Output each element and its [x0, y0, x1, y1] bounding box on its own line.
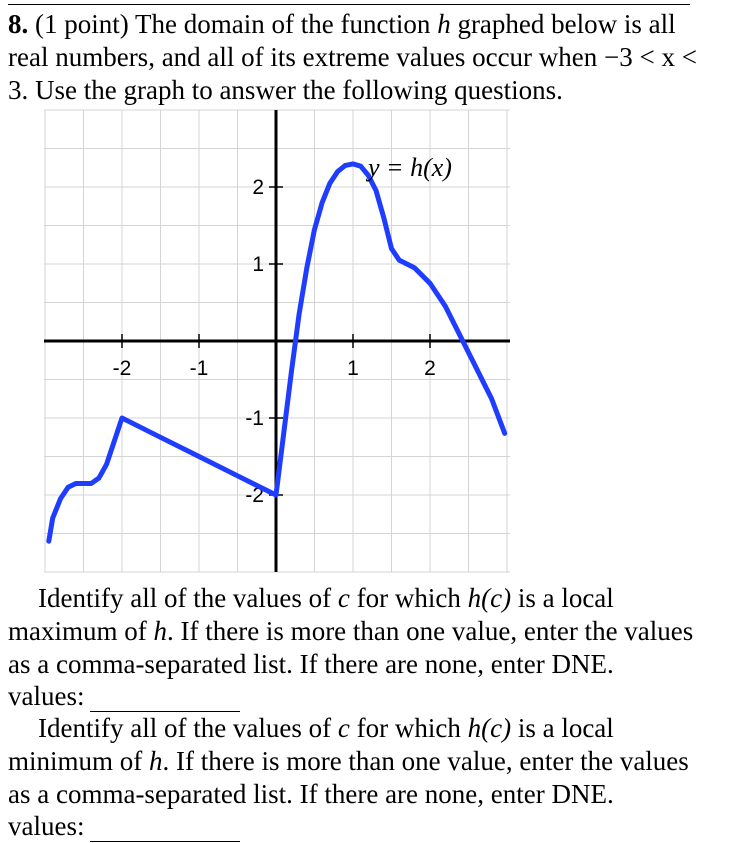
q1-text-c: is a local maximum of: [8, 583, 614, 646]
x-tick-label: -2: [112, 357, 132, 380]
x-tick-label: 1: [347, 357, 359, 380]
q1-var-h: h: [153, 616, 167, 646]
y-tick-label: -2: [245, 484, 264, 507]
q2-text-b: for which: [349, 713, 468, 743]
question-local-min: [8, 712, 698, 811]
x-tick-label: -1: [189, 357, 209, 380]
problem-number: 8.: [8, 9, 29, 39]
intro-function-name: h: [437, 9, 451, 39]
x-tick-label: 2: [424, 357, 436, 380]
q1-text-a: Identify all of the values of: [38, 583, 338, 613]
q2-text-c: is a local minimum of: [8, 713, 614, 776]
answer-row-min: [8, 810, 240, 843]
q2-var-h: h: [149, 746, 163, 776]
q2-text-d: . If there is more than one value, enter the values as a comma-separated list. If there are none, enter DNE.: [8, 746, 689, 809]
q1-var-c: c: [337, 583, 350, 613]
q2-var-c: c: [337, 713, 350, 743]
y-tick-label: 2: [252, 176, 264, 199]
q1-text-d: . If there is more than one value, enter the values as a comma-separated list. If there are none, enter DNE.: [8, 616, 694, 679]
intro-domain-inequality: −3 < x < 3.: [8, 42, 697, 105]
answer-label-min: values:: [8, 811, 85, 841]
answer-row-max: [8, 680, 240, 713]
intro-text-b: graphed below is all real numbers, and all of its extreme values occur when: [8, 9, 676, 72]
q1-text-b: for which: [349, 583, 468, 613]
q2-expr: h(c): [467, 713, 512, 743]
intro-text-a: The domain of the function: [135, 9, 438, 39]
q1-expr: h(c): [467, 583, 512, 613]
y-tick-label: 1: [252, 253, 264, 276]
local-max-input[interactable]: [90, 689, 240, 712]
answer-label-max: values:: [8, 681, 85, 711]
question-local-max: [8, 582, 698, 681]
intro-text-c: Use the graph to answer the following questions.: [28, 75, 563, 105]
local-min-input[interactable]: [90, 819, 240, 842]
problem-points: (1 point): [35, 9, 129, 39]
curve-label: y = h(x): [368, 153, 452, 182]
q2-text-a: Identify all of the values of: [38, 713, 338, 743]
y-tick-label: -1: [245, 407, 264, 430]
